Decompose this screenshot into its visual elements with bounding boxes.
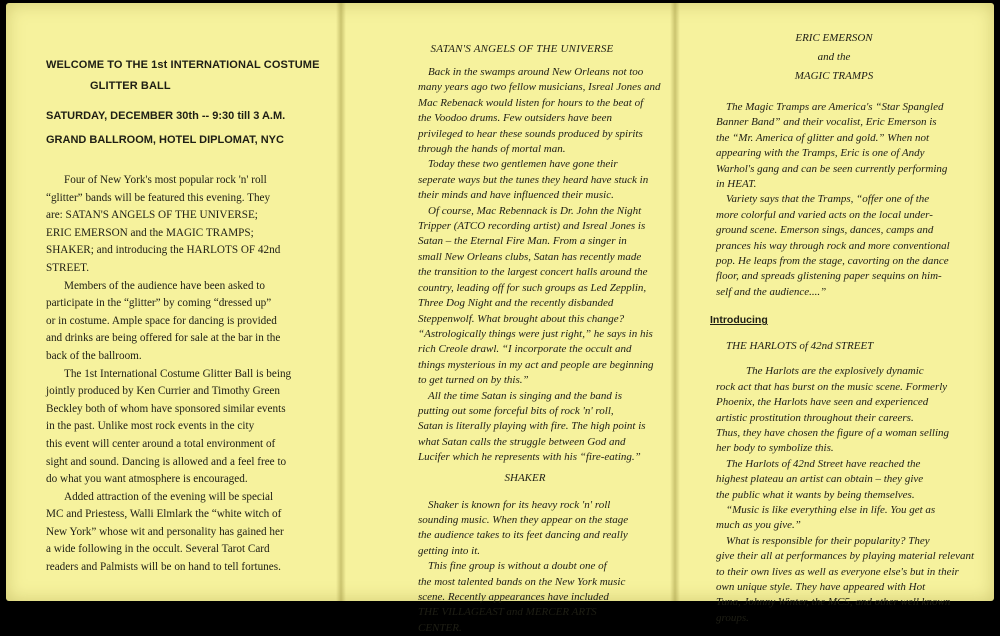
text-line: scene. Recently appearances have included [418, 591, 609, 603]
welcome-title-line-1: WELCOME TO THE 1st INTERNATIONAL COSTUME [46, 59, 320, 71]
text-line: country, leading off for such groups as Led Zepplin, [418, 281, 647, 294]
text-line: more colorful and varied acts on the local under- [716, 208, 933, 221]
text-line: STREET. [46, 261, 89, 274]
text-line: this event will center around a total environment of [46, 437, 276, 450]
text-line: Shaker is known for its heavy rock 'n' roll [428, 498, 611, 511]
text-line: small New Orleans clubs, Satan has recently made [418, 250, 642, 263]
text-line: highest plateau an artist can obtain – they give [716, 473, 924, 486]
text-line: The Harlots are the explosively dynamic [746, 365, 924, 378]
panel-tramps-harlots [680, 3, 994, 624]
text-line: sounding music. When they appear on the stage [418, 513, 629, 526]
event-venue: GRAND BALLROOM, HOTEL DIPLOMAT, NYC [46, 134, 284, 146]
program-sheet [6, 3, 994, 634]
text-line: “glitter” bands will be featured this evening. They [46, 191, 271, 204]
text-line: the Voodoo drums. Few outsiders have been [418, 112, 612, 125]
heading-shaker: SHAKER [504, 471, 546, 484]
text-line: readers and Palmists will be on hand to tell fortunes. [46, 561, 281, 574]
text-line: What is responsible for their popularity? They [726, 534, 930, 547]
text-line: rich Creole drawl. “I incorporate the occult and [418, 343, 632, 356]
text-line: in HEAT. [716, 178, 757, 191]
text-line: putting out some forceful bits of rock 'n' roll, [418, 404, 614, 417]
tramps-paragraph-1 [716, 100, 980, 192]
text-line: back of the ballroom. [46, 349, 142, 362]
text-line: through the hands of mortal man. [418, 143, 566, 156]
welcome-title [46, 55, 320, 97]
text-line: MC and Priestess, Walli Elmlark the “white witch of [46, 508, 282, 521]
heading-satans-angels: SATAN'S ANGELS OF THE UNIVERSE [430, 43, 614, 55]
shaker-paragraph-2 [418, 559, 660, 636]
text-line: the transition to the largest concert halls around the [418, 266, 648, 279]
text-line: Added attraction of the evening will be special [64, 490, 274, 503]
text-line: The 1st International Costume Glitter Ball is being [64, 367, 292, 380]
text-line: many years ago two fellow musicians, Isreal Jones and [418, 81, 661, 94]
heading-magic-tramps [716, 29, 980, 86]
welcome-paragraph-2 [46, 278, 320, 366]
text-line: Phoenix, the Harlots have seen and experienced [716, 396, 929, 409]
panel-welcome [6, 3, 340, 601]
text-line: Members of the audience have been asked to [64, 279, 265, 292]
text-line: “Music is like everything else in life. You get as [726, 503, 936, 516]
text-line: a wide following in the occult. Several Tarot Card [46, 543, 270, 556]
text-line: are: SATAN'S ANGELS OF THE UNIVERSE; [46, 209, 258, 222]
heading-harlots: THE HARLOTS of 42nd STREET [726, 340, 874, 353]
text-line: Banner Band” and their vocalist, Eric Emerson is [716, 116, 937, 129]
text-line: ERIC EMERSON and the MAGIC TRAMPS; [46, 226, 254, 239]
text-line: appearing with the Tramps, Eric is one of Andy [716, 147, 925, 160]
text-line: the most talented bands on the New York music [418, 575, 626, 588]
text-line: Steppenwolf. What brought about this change? [418, 312, 625, 325]
welcome-paragraph-4 [46, 489, 320, 577]
fold-line-right [670, 3, 680, 601]
text-line: This fine group is without a doubt one of [428, 560, 607, 573]
text-line: New York” whose wit and personality has gained her [46, 525, 284, 538]
harlots-paragraph-4 [716, 534, 980, 626]
text-line: getting into it. [418, 544, 481, 557]
text-line: seperate ways but the tunes they heard have stuck in [418, 173, 649, 186]
text-line: THE VILLAGEAST and MERCER ARTS [418, 606, 597, 619]
text-line: participate in the “glitter” by coming “dressed up” [46, 297, 272, 310]
text-line: and drinks are being offered for sale at the bar in the [46, 332, 281, 345]
tramps-paragraph-2 [716, 192, 980, 300]
text-line: Variety says that the Tramps, “offer one of the [726, 193, 930, 206]
text-line: Today these two gentlemen have gone their [428, 158, 618, 171]
text-line: prances his way through rock and more conventional [716, 239, 950, 252]
text-line: sight and sound. Dancing is allowed and a feel free to [46, 455, 287, 468]
text-line: The Magic Tramps are America's “Star Spangled [726, 101, 944, 113]
introducing-label: Introducing [710, 314, 768, 327]
text-line: CENTER. [418, 621, 462, 634]
heading-line: and the [817, 51, 851, 63]
text-line: Satan – the Eternal Fire Man. From a singer in [418, 235, 627, 248]
text-line: in the past. Unlike most rock events in the city [46, 420, 255, 433]
text-line: the “Mr. America of glitter and gold.” When not [716, 131, 930, 144]
text-line: the audience takes to its feet dancing and really [418, 529, 628, 542]
text-line: rock act that has burst on the music scene. Formerly [716, 380, 948, 393]
text-line: groups. [716, 611, 749, 624]
text-line: give their all at performances by playing material relevant [716, 550, 975, 563]
text-line: Four of New York's most popular rock 'n' roll [64, 174, 267, 186]
text-line: pop. He leaps from the stage, cavorting on the dance [716, 255, 949, 268]
text-line: artistic prostitution throughout their careers. [716, 411, 914, 424]
text-line: Tuna, Johnny Winter, the MC5, and other well known [716, 596, 951, 609]
satan-paragraph-1 [418, 65, 660, 157]
text-line: or in costume. Ample space for dancing is provided [46, 314, 277, 327]
text-line: Of course, Mac Rebennack is Dr. John the Night [428, 204, 642, 217]
text-line: “Astrologically things were just right,” he says in his [418, 327, 653, 340]
text-line: own unique style. They have appeared with Hot [716, 580, 926, 593]
text-line: her body to symbolize this. [716, 442, 834, 455]
harlots-paragraph-1 [716, 364, 980, 456]
text-line: Back in the swamps around New Orleans not too [428, 66, 644, 78]
text-line: self and the audience....” [716, 285, 827, 298]
satan-paragraph-2 [418, 157, 660, 203]
text-line: SHAKER; and introducing the HARLOTS OF 42nd [46, 244, 281, 257]
text-line: jointly produced by Ken Currier and Timothy Green [46, 385, 280, 398]
heading-line: MAGIC TRAMPS [794, 70, 874, 82]
text-line: Satan is literally playing with fire. The high point is [418, 420, 646, 433]
text-line: what Satan calls the struggle between God and [418, 435, 626, 448]
shaker-paragraph-1 [418, 498, 660, 560]
text-line: do what you want atmosphere is encouraged. [46, 473, 248, 486]
text-line: Three Dog Night and the recently disbanded [418, 297, 614, 310]
satan-paragraph-4 [418, 389, 660, 466]
text-line: things mysterious in my act and people are beginning [418, 358, 654, 371]
panel-satan-shaker [346, 3, 670, 634]
text-line: Mac Rebenack would listen for hours to the beat of [418, 96, 644, 109]
text-line: privileged to hear these sounds produced by spirits [418, 127, 643, 140]
satan-paragraph-3 [418, 204, 660, 389]
text-line: to their own lives as well as everyone else's but in their [716, 565, 959, 578]
text-line: floor, and spreads glistening paper sequins on him- [716, 270, 942, 283]
harlots-paragraph-2 [716, 457, 980, 503]
text-line: Thus, they have chosen the figure of a woman selling [716, 426, 950, 439]
text-line: ground scene. Emerson sings, dances, camps and [716, 224, 934, 237]
text-line: the public what it wants by being themselves. [716, 488, 915, 501]
welcome-paragraph-3 [46, 366, 320, 489]
text-line: Beckley both of whom have sponsored similar events [46, 402, 286, 415]
text-line: their minds and have influenced their music. [418, 189, 614, 202]
welcome-title-line-2: GLITTER BALL [90, 80, 171, 92]
harlots-paragraph-3 [716, 503, 980, 534]
event-date: SATURDAY, DECEMBER 30th -- 9:30 till 3 A.M. [46, 110, 286, 122]
text-line: Warhol's gang and can be seen currently performing [716, 162, 948, 175]
text-line: to get turned on by this.” [418, 374, 529, 387]
text-line: The Harlots of 42nd Street have reached the [726, 457, 921, 470]
text-line: much as you give.” [716, 519, 801, 532]
text-line: Tripper (ATCO recording artist) and Isreal Jones is [418, 220, 646, 233]
text-line: All the time Satan is singing and the band is [428, 389, 623, 402]
welcome-paragraph-1 [46, 172, 320, 278]
text-line: Lucifer which he represents with his “fire-eating.” [418, 451, 641, 464]
heading-line: ERIC EMERSON [795, 32, 873, 44]
